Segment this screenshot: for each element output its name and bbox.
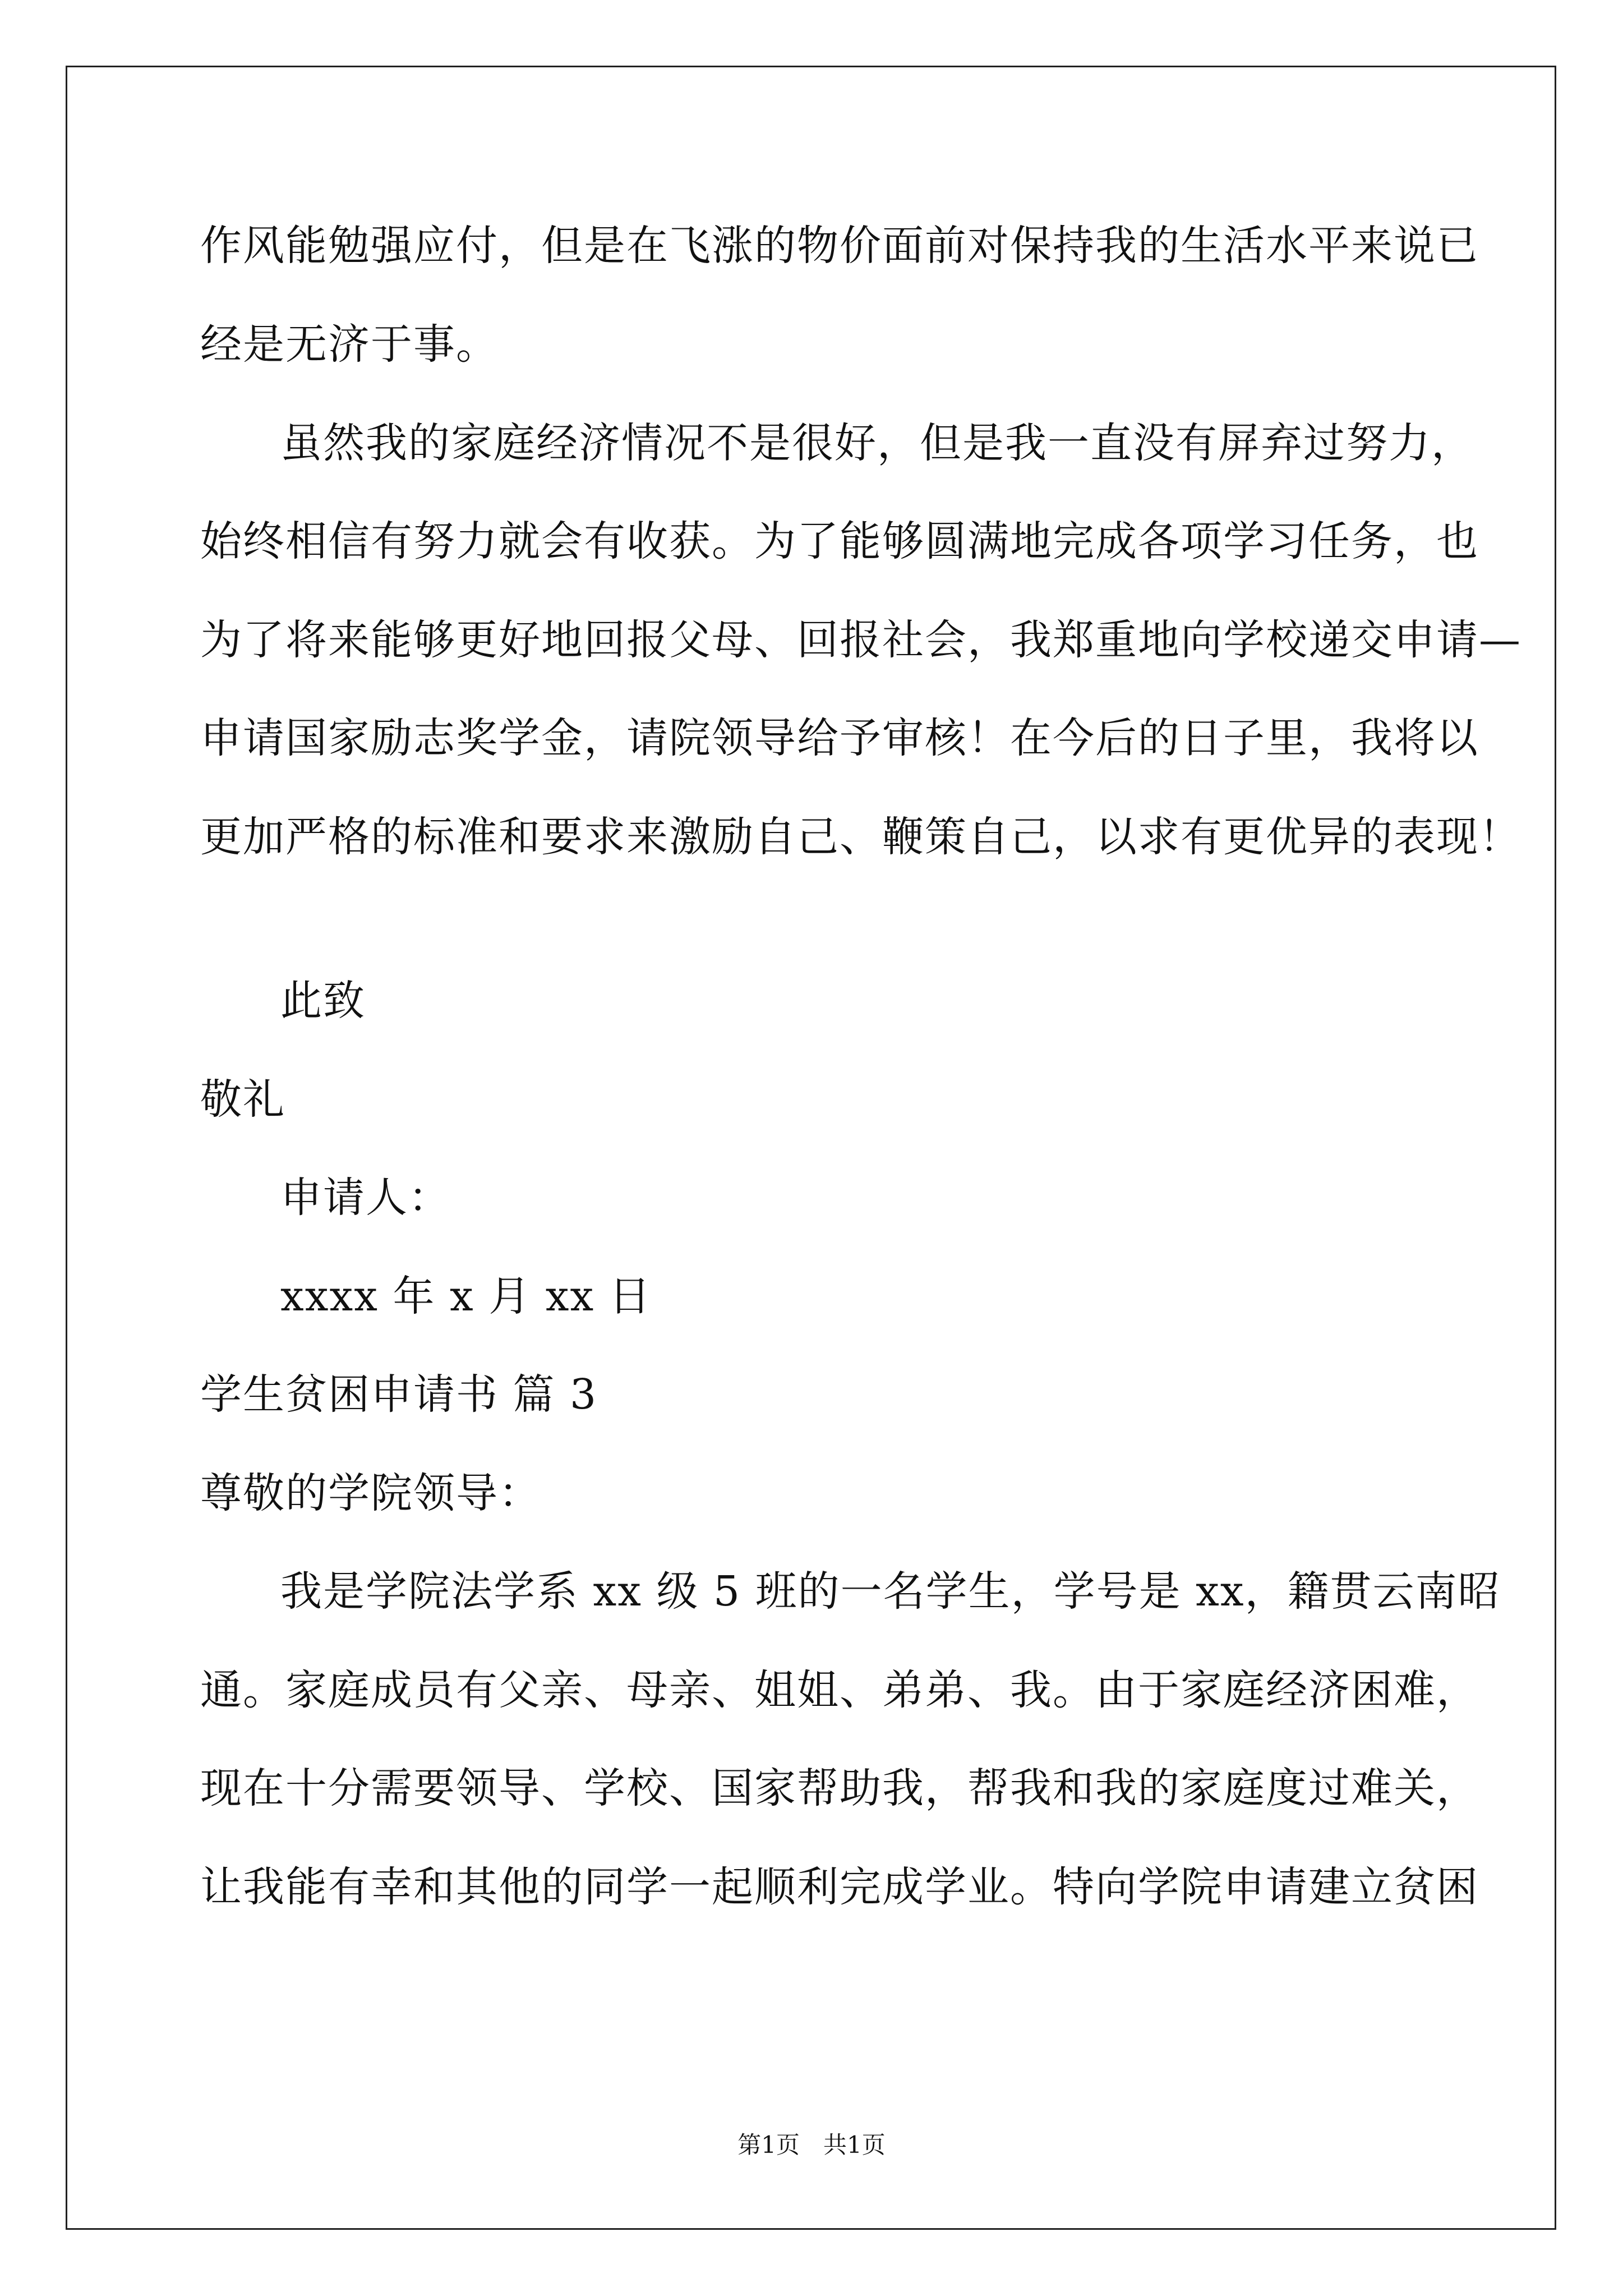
body-text-line: 通。家庭成员有父亲、母亲、姐姐、弟弟、我。由于家庭经济困难， [200, 1666, 1479, 1714]
body-text-line: 我是学院法学系 xx 级 5 班的一名学生，学号是 xx，籍贯云南昭 [280, 1567, 1501, 1616]
body-text-line: 虽然我的家庭经济情况不是很好，但是我一直没有屏弃过努力， [280, 419, 1474, 467]
body-text-line: 经是无济于事。 [200, 320, 499, 369]
salutation-line: 敬礼 [200, 1075, 285, 1124]
body-text-line: 让我能有幸和其他的同学一起顺利完成学业。特向学院申请建立贫困 [200, 1863, 1479, 1911]
body-text-line: 作风能勉强应付，但是在飞涨的物价面前对保持我的生活水平来说已 [200, 222, 1479, 270]
greeting-line: 尊敬的学院领导： [200, 1469, 541, 1517]
body-text-line: 现在十分需要领导、学校、国家帮助我，帮我和我的家庭度过难关， [200, 1764, 1479, 1812]
date-line: xxxx 年 x 月 xx 日 [280, 1272, 652, 1320]
salutation-line: 此致 [280, 977, 366, 1025]
applicant-label: 申请人： [280, 1174, 451, 1222]
page-footer: 第1页 共1页 [737, 2131, 886, 2159]
body-text-line: 始终相信有努力就会有收获。为了能够圆满地完成各项学习任务，也 [200, 517, 1479, 565]
body-text-line: 申请国家励志奖学金，请院领导给予审核！在今后的日子里，我将以 [200, 714, 1479, 762]
body-text-line: 为了将来能够更好地回报父母、回报社会，我郑重地向学校递交申请— [200, 616, 1521, 664]
body-text-line: 更加严格的标准和要求来激励自己、鞭策自己，以求有更优异的表现！ [200, 813, 1521, 861]
section-title: 学生贫困申请书 篇 3 [200, 1370, 598, 1419]
